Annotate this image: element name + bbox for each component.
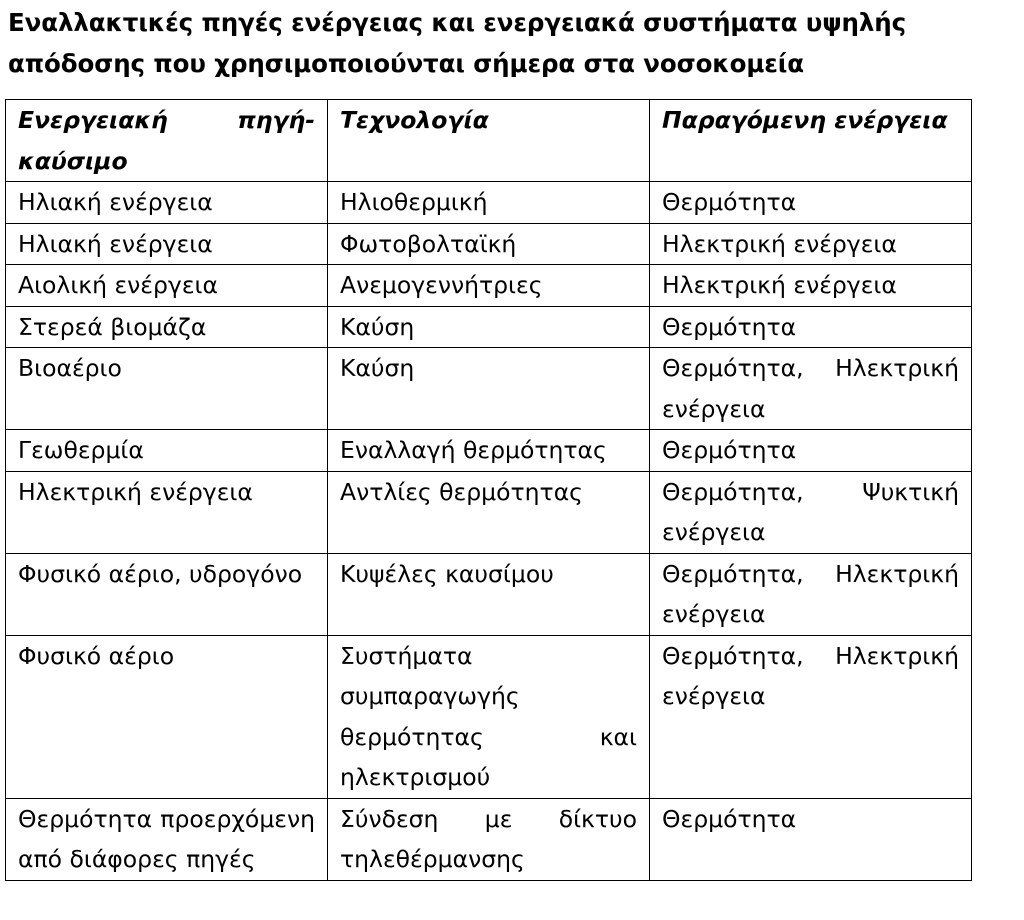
header-technology: Τεχνολογία bbox=[328, 100, 650, 182]
table-header-row bbox=[6, 100, 972, 182]
cell-technology: Καύση bbox=[328, 306, 650, 348]
table-row bbox=[6, 553, 972, 635]
cell-energy: Θερμότητα, Ηλεκτρική ενέργεια bbox=[650, 348, 972, 430]
cell-technology: Κυψέλες καυσίμου bbox=[328, 553, 650, 635]
cell-energy: Θερμότητα bbox=[650, 798, 972, 880]
table-row bbox=[6, 265, 972, 307]
cell-energy: Θερμότητα, Ηλεκτρική ενέργεια bbox=[650, 635, 972, 798]
cell-source: Φυσικό αέριο, υδρογόνο bbox=[6, 553, 328, 635]
table-row bbox=[6, 635, 972, 798]
header-produced-energy: Παραγόμενη ενέργεια bbox=[650, 100, 972, 182]
cell-source: Αιολική ενέργεια bbox=[6, 265, 328, 307]
table-row bbox=[6, 471, 972, 553]
cell-technology: Εναλλαγή θερμότητας bbox=[328, 430, 650, 472]
header-energy-source-word1: Ενεργειακή bbox=[18, 106, 168, 134]
cell-source: Στερεά βιομάζα bbox=[6, 306, 328, 348]
cell-technology: Φωτοβολταϊκή bbox=[328, 223, 650, 265]
header-energy-source-word3: καύσιμο bbox=[18, 146, 128, 175]
energy-sources-table bbox=[5, 99, 972, 881]
cell-energy: Θερμότητα bbox=[650, 430, 972, 472]
cell-source: Ηλεκτρική ενέργεια bbox=[6, 471, 328, 553]
cell-source: Ηλιακή ενέργεια bbox=[6, 182, 328, 224]
header-energy-source-word2: πηγή- bbox=[237, 106, 315, 134]
cell-technology: Συστήματα συμπαραγωγής θερμότητας και ηλεκτρισμού bbox=[328, 635, 650, 798]
header-energy-source bbox=[6, 100, 328, 182]
cell-energy: Θερμότητα, Ψυκτική ενέργεια bbox=[650, 471, 972, 553]
cell-technology: Σύνδεση με δίκτυο τηλεθέρμανσης bbox=[328, 798, 650, 880]
cell-technology: Καύση bbox=[328, 348, 650, 430]
cell-technology: Ηλιοθερμική bbox=[328, 182, 650, 224]
table-row bbox=[6, 798, 972, 880]
cell-energy: Θερμότητα bbox=[650, 182, 972, 224]
table-body bbox=[6, 182, 972, 881]
cell-energy: Ηλεκτρική ενέργεια bbox=[650, 265, 972, 307]
cell-energy: Θερμότητα bbox=[650, 306, 972, 348]
cell-source: Βιοαέριο bbox=[6, 348, 328, 430]
document-title: Εναλλακτικές πηγές ενέργειας και ενεργειακά συστήματα υψηλής απόδοσης που χρησιμοποιούνται σήμερα στα νοσοκομεία bbox=[8, 8, 907, 78]
table-row bbox=[6, 182, 972, 224]
cell-source: Θερμότητα προερχόμενη από διάφορες πηγές bbox=[6, 798, 328, 880]
cell-energy: Θερμότητα, Ηλεκτρική ενέργεια bbox=[650, 553, 972, 635]
table-row bbox=[6, 348, 972, 430]
cell-source: Γεωθερμία bbox=[6, 430, 328, 472]
cell-source: Ηλιακή ενέργεια bbox=[6, 223, 328, 265]
cell-technology: Ανεμογεννήτριες bbox=[328, 265, 650, 307]
table-row bbox=[6, 223, 972, 265]
table-row bbox=[6, 430, 972, 472]
table-row bbox=[6, 306, 972, 348]
cell-source: Φυσικό αέριο bbox=[6, 635, 328, 798]
cell-energy: Ηλεκτρική ενέργεια bbox=[650, 223, 972, 265]
cell-technology: Αντλίες θερμότητας bbox=[328, 471, 650, 553]
